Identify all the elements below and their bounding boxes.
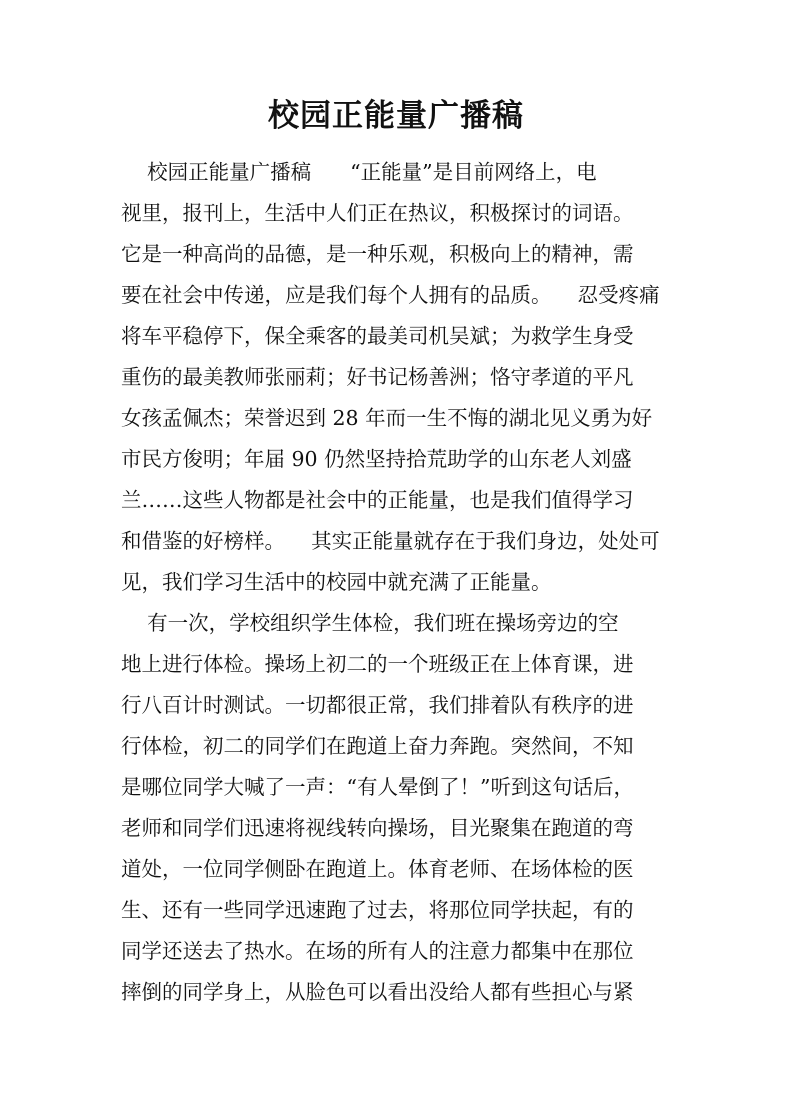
text-line: 生、还有一些同学迅速跑了过去，将那位同学扶起，有的 (121, 898, 634, 922)
document-body (121, 152, 666, 1013)
text-line: 重伤的最美教师张丽莉；好书记杨善洲；恪守孝道的平凡 (121, 365, 634, 389)
text-line: 市民方俊明；年届 90 仍然坚持拾荒助学的山东老人刘盛 (121, 447, 632, 471)
text-line: 见，我们学习生活中的校园中就充满了正能量。 (121, 570, 552, 594)
text-line: 道处，一位同学侧卧在跑道上。体育老师、在场体检的医 (121, 857, 634, 881)
text-line: 要在社会中传递，应是我们每个人拥有的品质。 忍受疼痛 (121, 283, 660, 307)
text-line: 它是一种高尚的品德，是一种乐观，积极向上的精神，需 (121, 242, 634, 266)
text-line: 视里，报刊上，生活中人们正在热议，积极探讨的词语。 (121, 201, 634, 225)
text-line: 将车平稳停下，保全乘客的最美司机吴斌；为救学生身受 (121, 324, 634, 348)
text-line: 校园正能量广播稿 “正能量”是目前网络上，电 (121, 160, 597, 184)
text-line: 是哪位同学大喊了一声：“有人晕倒了！”听到这句话后， (121, 775, 634, 799)
text-line: 兰……这些人物都是社会中的正能量，也是我们值得学习 (121, 488, 634, 512)
text-line: 行八百计时测试。一切都很正常，我们排着队有秩序的进 (121, 693, 634, 717)
text-line: 女孩孟佩杰；荣誉迟到 28 年而一生不悔的湖北见义勇为好 (121, 406, 653, 430)
text-line: 有一次，学校组织学生体检，我们班在操场旁边的空 (121, 611, 619, 635)
page-title: 校园正能量广播稿 (268, 98, 524, 134)
text-line: 摔倒的同学身上，从脸色可以看出没给人都有些担心与紧 (121, 980, 634, 1004)
text-line: 和借鉴的好榜样。 其实正能量就存在于我们身边，处处可 (121, 529, 660, 553)
text-line: 老师和同学们迅速将视线转向操场，目光聚集在跑道的弯 (121, 816, 634, 840)
text-line: 地上进行体检。操场上初二的一个班级正在上体育课，进 (121, 652, 634, 676)
text-line: 行体检，初二的同学们在跑道上奋力奔跑。突然间，不知 (121, 734, 634, 758)
text-line: 同学还送去了热水。在场的所有人的注意力都集中在那位 (121, 939, 634, 963)
